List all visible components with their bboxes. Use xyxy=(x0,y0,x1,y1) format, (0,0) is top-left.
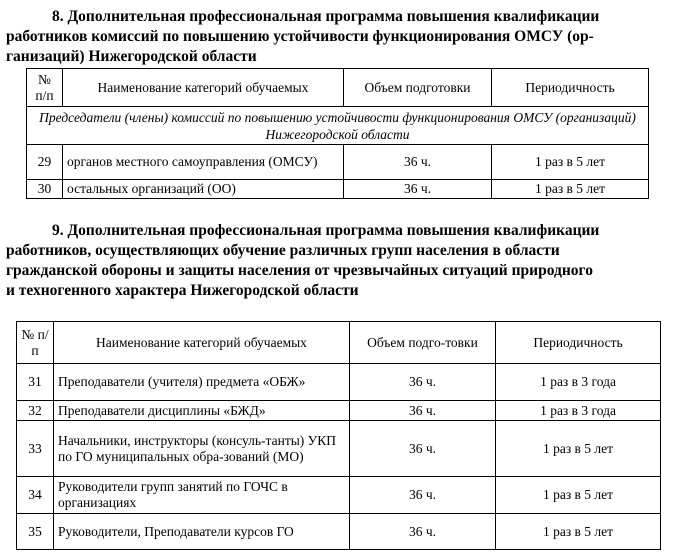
table-row xyxy=(17,401,661,421)
heading-line: 9. Дополнительная профессиональная программа повышения квалификации xyxy=(52,222,600,239)
col-header-period: Периодичность xyxy=(492,69,649,107)
row-name: Преподаватели дисциплины «БЖД» xyxy=(54,401,350,421)
heading-line: ганизаций) Нижегородской области xyxy=(6,48,257,65)
row-name: Начальники, инструкторы (консуль-танты) УКП по ГО муниципальных обра-зований (МО) xyxy=(54,421,350,477)
table-row xyxy=(27,145,649,180)
row-num: 33 xyxy=(17,421,54,477)
section-8-table xyxy=(26,68,649,199)
col-header-num: № п/п xyxy=(27,69,63,107)
row-name: органов местного самоуправления (ОМСУ) xyxy=(63,145,344,180)
heading-line: гражданской обороны и защиты населения от чрезвычайных ситуаций природного xyxy=(6,262,593,279)
col-header-name: Наименование категорий обучаемых xyxy=(54,322,350,364)
row-num: 35 xyxy=(17,514,54,550)
row-volume: 36 ч. xyxy=(350,421,496,477)
row-num: 31 xyxy=(17,364,54,401)
row-volume: 36 ч. xyxy=(350,477,496,514)
row-volume: 36 ч. xyxy=(350,401,496,421)
row-period: 1 раз в 5 лет xyxy=(492,180,649,199)
row-period: 1 раз в 5 лет xyxy=(496,421,661,477)
row-num: 29 xyxy=(27,145,63,180)
table-row xyxy=(17,421,661,477)
col-header-volume: Объем подготовки xyxy=(344,69,492,107)
heading-line: работников, осуществляющих обучение различных групп населения в области xyxy=(6,242,560,259)
row-volume: 36 ч. xyxy=(350,364,496,401)
section-row-title: Председатели (члены) комиссий по повышению устойчивости функционирования ОМСУ (организаций) Нижегородской области xyxy=(27,107,649,145)
row-period: 1 раз в 5 лет xyxy=(496,477,661,514)
row-name: остальных организаций (ОО) xyxy=(63,180,344,199)
row-num: 32 xyxy=(17,401,54,421)
row-volume: 36 ч. xyxy=(344,180,492,199)
section-9-heading xyxy=(6,221,668,301)
col-header-volume: Объем подго-товки xyxy=(350,322,496,364)
heading-line: и техногенного характера Нижегородской области xyxy=(6,282,359,299)
section-9-table xyxy=(16,321,661,550)
col-header-period: Периодичность xyxy=(496,322,661,364)
table-header-row xyxy=(17,322,661,364)
row-num: 34 xyxy=(17,477,54,514)
heading-line: 8. Дополнительная профессиональная программа повышения квалификации xyxy=(52,8,600,25)
table-row xyxy=(27,180,649,199)
row-period: 1 раз в 3 года xyxy=(496,401,661,421)
row-period: 1 раз в 5 лет xyxy=(492,145,649,180)
section-row xyxy=(27,107,649,145)
table-row xyxy=(17,514,661,550)
heading-line: работников комиссий по повышению устойчивости функционирования ОМСУ (ор- xyxy=(6,28,594,45)
col-header-name: Наименование категорий обучаемых xyxy=(63,69,344,107)
row-name: Руководители групп занятий по ГОЧС в организациях xyxy=(54,477,350,514)
row-period: 1 раз в 5 лет xyxy=(496,514,661,550)
col-header-num: № п/п xyxy=(17,322,54,364)
row-period: 1 раз в 3 года xyxy=(496,364,661,401)
row-volume: 36 ч. xyxy=(344,145,492,180)
section-8-heading xyxy=(6,7,668,67)
row-name: Руководители, Преподаватели курсов ГО xyxy=(54,514,350,550)
row-num: 30 xyxy=(27,180,63,199)
table-row xyxy=(17,477,661,514)
table-header-row xyxy=(27,69,649,107)
table-row xyxy=(17,364,661,401)
row-name: Преподаватели (учителя) предмета «ОБЖ» xyxy=(54,364,350,401)
row-volume: 36 ч. xyxy=(350,514,496,550)
